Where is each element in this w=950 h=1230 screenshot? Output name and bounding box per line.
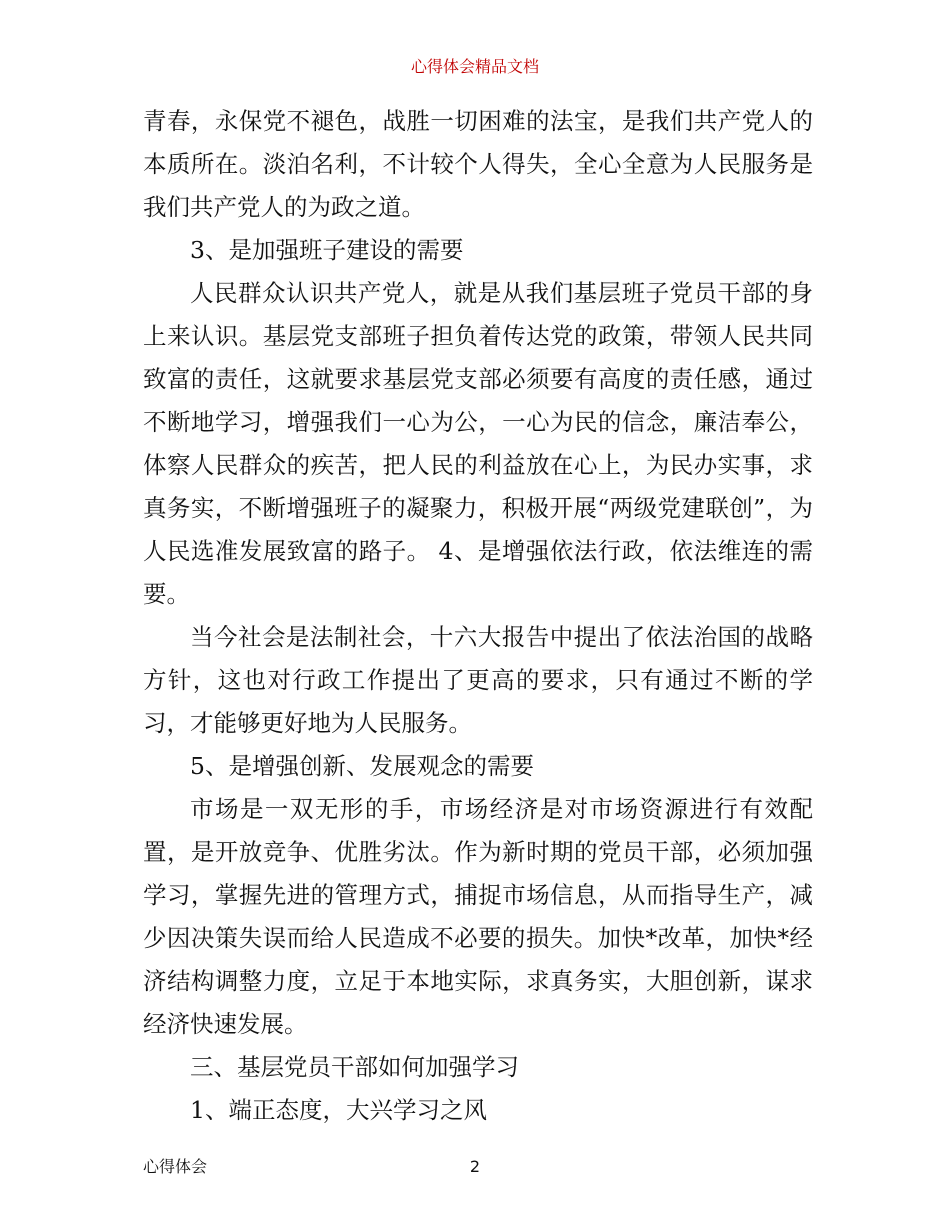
paragraph: 市场是一双无形的手，市场经济是对市场资源进行有效配置，是开放竞争、优胜劣汰。作为新时期的党员干部，必须加强学习，掌握先进的管理方式，捕捉市场信息，从而指导生产，减少因决策失误而给人民造成不必要的损失。加快*改革，加快*经济结构调整力度，立足于本地实际，求真务实，大胆创新，谋求经济快速发展。 [143, 795, 813, 1038]
paragraph: 青春，永保党不褪色，战胜一切困难的法宝，是我们共产党人的本质所在。淡泊名利，不计较个人得失，全心全意为人民服务是我们共产党人的为政之道。 [143, 107, 813, 221]
paragraph: 人民群众认识共产党人，就是从我们基层班子党员干部的身上来认识。基层党支部班子担负着传达党的政策，带领人民共同致富的责任，这就要求基层党支部必须要有高度的责任感，通过不断地学习，增强我们一心为公，一心为民的信念，廉洁奉公，体察人民群众的疾苦，把人民的利益放在心上，为民办实事，求真务实，不断增强班子的凝聚力，积极开展“两级党建联创”，为人民选准发展致富的路子。 4、是增强依法行政，依法维连的需要。 [143, 279, 813, 608]
section-heading: 5、是增强创新、发展观念的需要 [190, 752, 534, 780]
section-heading: 1、端正态度，大兴学习之风 [190, 1096, 487, 1124]
document-body [143, 100, 813, 1132]
page-number: 2 [469, 1157, 481, 1176]
section-heading: 三、基层党员干部如何加强学习 [190, 1053, 519, 1081]
paragraph: 当今社会是法制社会，十六大报告中提出了依法治国的战略方针，这也对行政工作提出了更高的要求，只有通过不断的学习，才能够更好地为人民服务。 [143, 623, 813, 737]
footer-label: 心得体会 [143, 1157, 208, 1176]
document-header: 心得体会精品文档 [410, 57, 539, 76]
section-heading: 3、是加强班子建设的需要 [190, 236, 464, 264]
